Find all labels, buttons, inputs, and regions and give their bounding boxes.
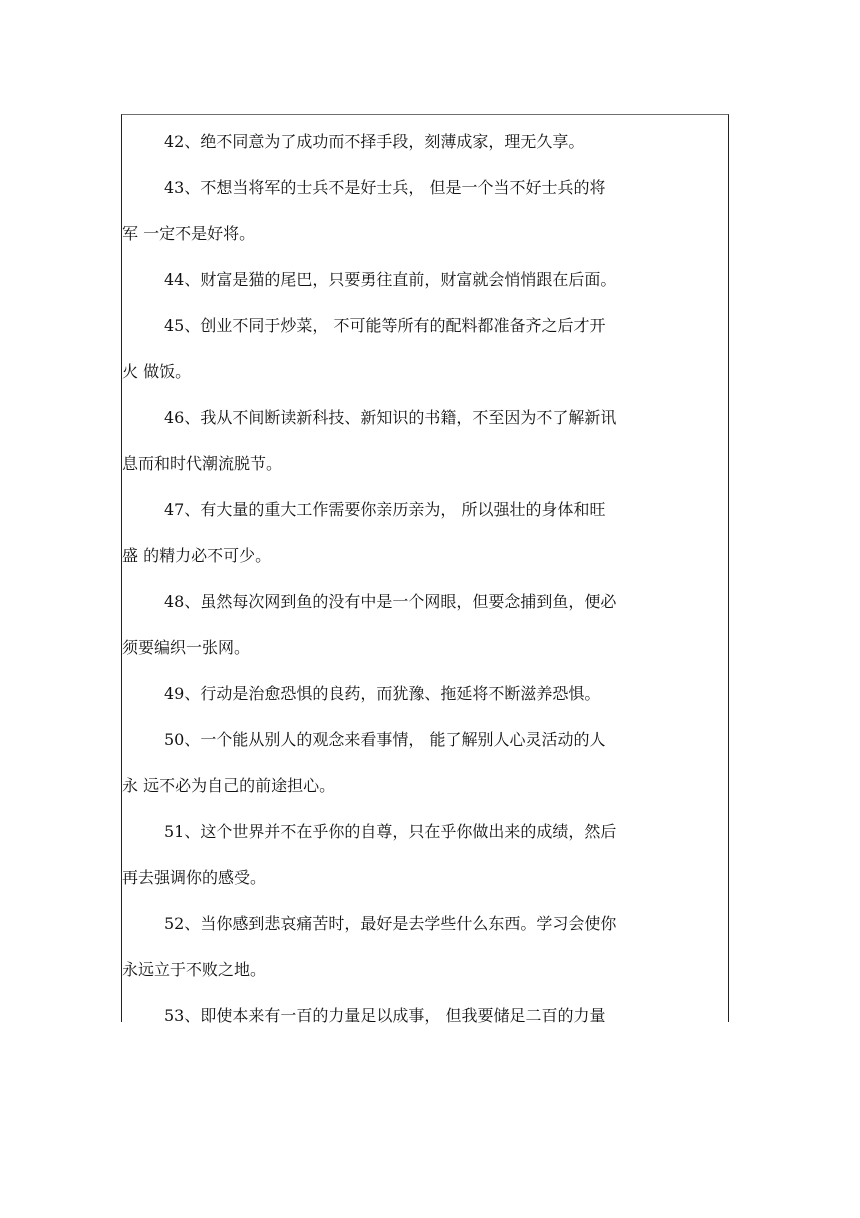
paragraph-49 [122,681,728,727]
paragraph-line: 军 一定不是好将。 [122,224,256,243]
paragraph-line: 53、即使本来有一百的力量足以成事， 但我要储足二百的力量 [164,1006,606,1025]
paragraph-line: 息而和时代潮流脱节。 [122,454,283,473]
paragraph-line: 永远立于不败之地。 [122,960,267,979]
document-frame [121,114,729,1025]
paragraph-line: 50、一个能从别人的观念来看事情， 能了解别人心灵活动的人 [164,730,606,749]
paragraph-46 [122,405,728,497]
paragraph-line: 盛 的精力必不可少。 [122,546,272,565]
paragraph-line: 51、这个世界并不在乎你的自尊，只在乎你做出来的成绩，然后 [164,822,617,841]
paragraph-line: 44、财富是猫的尾巴，只要勇往直前，财富就会悄悄跟在后面。 [164,270,617,289]
paragraph-50 [122,727,728,819]
paragraph-42 [122,129,728,175]
paragraph-line: 42、绝不同意为了成功而不择手段，刻薄成家，理无久享。 [164,132,585,151]
paragraph-53 [122,1003,728,1049]
paragraph-52 [122,911,728,1003]
paragraph-line: 49、行动是治愈恐惧的良药，而犹豫、拖延将不断滋养恐惧。 [164,684,601,703]
paragraph-line: 45、创业不同于炒菜， 不可能等所有的配料都准备齐之后才开 [164,316,606,335]
paragraph-44 [122,267,728,313]
paragraph-line: 46、我从不间断读新科技、新知识的书籍，不至因为不了解新讯 [164,408,617,427]
paragraph-48 [122,589,728,681]
paragraph-line: 52、当你感到悲哀痛苦时，最好是去学些什么东西。学习会使你 [164,914,617,933]
paragraph-45 [122,313,728,405]
paragraph-43 [122,175,728,267]
document-body [122,129,728,1049]
paragraph-line: 48、虽然每次网到鱼的没有中是一个网眼，但要念捕到鱼，便必 [164,592,617,611]
paragraph-line: 永 远不必为自己的前途担心。 [122,776,336,795]
paragraph-line: 43、不想当将军的士兵不是好士兵， 但是一个当不好士兵的将 [164,178,606,197]
paragraph-line: 47、有大量的重大工作需要你亲历亲为， 所以强壮的身体和旺 [164,500,606,519]
paragraph-47 [122,497,728,589]
paragraph-line: 须要编织一张网。 [122,638,251,657]
paragraph-line: 再去强调你的感受。 [122,868,267,887]
paragraph-51 [122,819,728,911]
paragraph-line: 火 做饭。 [122,362,192,381]
